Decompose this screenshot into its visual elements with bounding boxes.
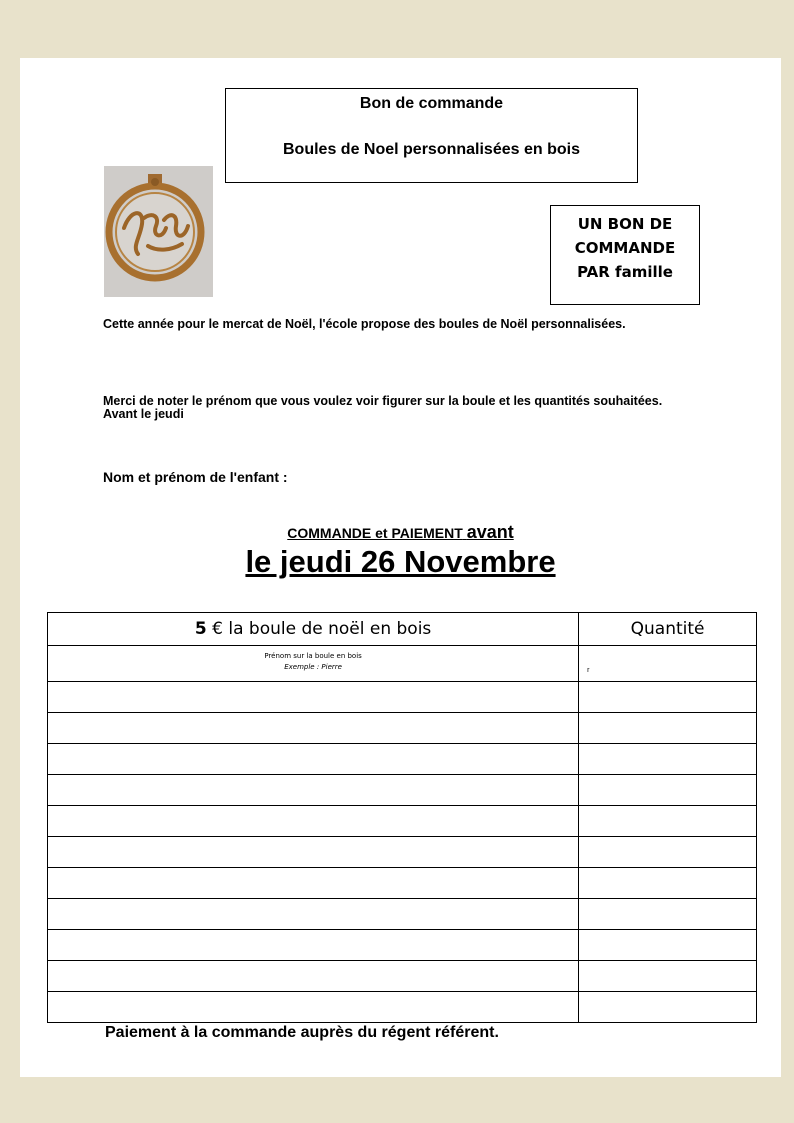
price-value: 5	[194, 619, 207, 639]
quantity-cell[interactable]	[579, 899, 757, 930]
table-row	[48, 899, 757, 930]
example-qty-cell[interactable]	[579, 646, 757, 682]
instructions-paragraph	[103, 395, 703, 421]
table-row	[48, 992, 757, 1023]
quantity-cell[interactable]	[579, 744, 757, 775]
name-cell[interactable]	[48, 713, 579, 744]
payment-note: Paiement à la commande auprès du régent référent.	[105, 1024, 499, 1041]
intro-paragraph: Cette année pour le mercat de Noël, l'école propose des boules de Noël personnalisées.	[103, 317, 626, 331]
quantity-cell[interactable]	[579, 868, 757, 899]
quantity-cell[interactable]	[579, 713, 757, 744]
name-cell[interactable]	[48, 744, 579, 775]
example-hint: Prénom sur la boule en bois	[264, 652, 362, 660]
table-row	[48, 744, 757, 775]
deadline-date: le jeudi 26 Novembre	[245, 544, 556, 579]
name-cell[interactable]	[48, 837, 579, 868]
order-payment-heading	[20, 522, 781, 543]
quantity-cell[interactable]	[579, 775, 757, 806]
name-cell[interactable]	[48, 992, 579, 1023]
instructions-line: Merci de noter le prénom que vous voulez voir figurer sur la boule et les quantités souhaitées.	[103, 394, 663, 408]
notice-line-2: COMMANDE	[574, 239, 676, 257]
table-header-row	[48, 613, 757, 646]
wooden-ornament-image	[104, 166, 213, 297]
table-row	[48, 961, 757, 992]
notice-line-3: PAR famille	[577, 263, 673, 281]
example-qty-mark: r	[587, 667, 590, 674]
example-row	[48, 646, 757, 682]
table-row	[48, 775, 757, 806]
quantity-header: Quantité	[579, 613, 757, 646]
quantity-cell[interactable]	[579, 930, 757, 961]
quantity-cell[interactable]	[579, 961, 757, 992]
name-cell[interactable]	[48, 899, 579, 930]
notice-line-1: UN BON DE	[577, 215, 673, 233]
child-name-label: Nom et prénom de l'enfant :	[103, 469, 288, 485]
quantity-cell[interactable]	[579, 837, 757, 868]
price-label: € la boule de noël en bois	[206, 619, 432, 639]
order-table	[47, 612, 757, 1023]
table-row	[48, 682, 757, 713]
example-value: Exemple : Pierre	[284, 663, 342, 671]
title-box	[225, 88, 638, 183]
name-cell[interactable]	[48, 868, 579, 899]
name-cell[interactable]	[48, 775, 579, 806]
example-name-cell[interactable]	[48, 646, 579, 682]
form-title: Bon de commande	[359, 95, 504, 112]
order-payment-suffix: avant	[466, 522, 514, 542]
order-payment-prefix: COMMANDE et PAIEMENT	[287, 525, 463, 541]
table-row	[48, 837, 757, 868]
deadline-line: Avant le jeudi	[103, 407, 184, 421]
quantity-cell[interactable]	[579, 806, 757, 837]
name-cell[interactable]	[48, 961, 579, 992]
form-subtitle: Boules de Noel personnalisées en bois	[283, 141, 580, 158]
quantity-cell[interactable]	[579, 682, 757, 713]
quantity-cell[interactable]	[579, 992, 757, 1023]
name-cell[interactable]	[48, 930, 579, 961]
name-cell[interactable]	[48, 682, 579, 713]
one-form-per-family-notice	[550, 205, 700, 305]
price-header	[48, 613, 579, 646]
order-form-page	[20, 58, 781, 1077]
table-row	[48, 930, 757, 961]
table-row	[48, 713, 757, 744]
table-row	[48, 868, 757, 899]
name-cell[interactable]	[48, 806, 579, 837]
table-row	[48, 806, 757, 837]
